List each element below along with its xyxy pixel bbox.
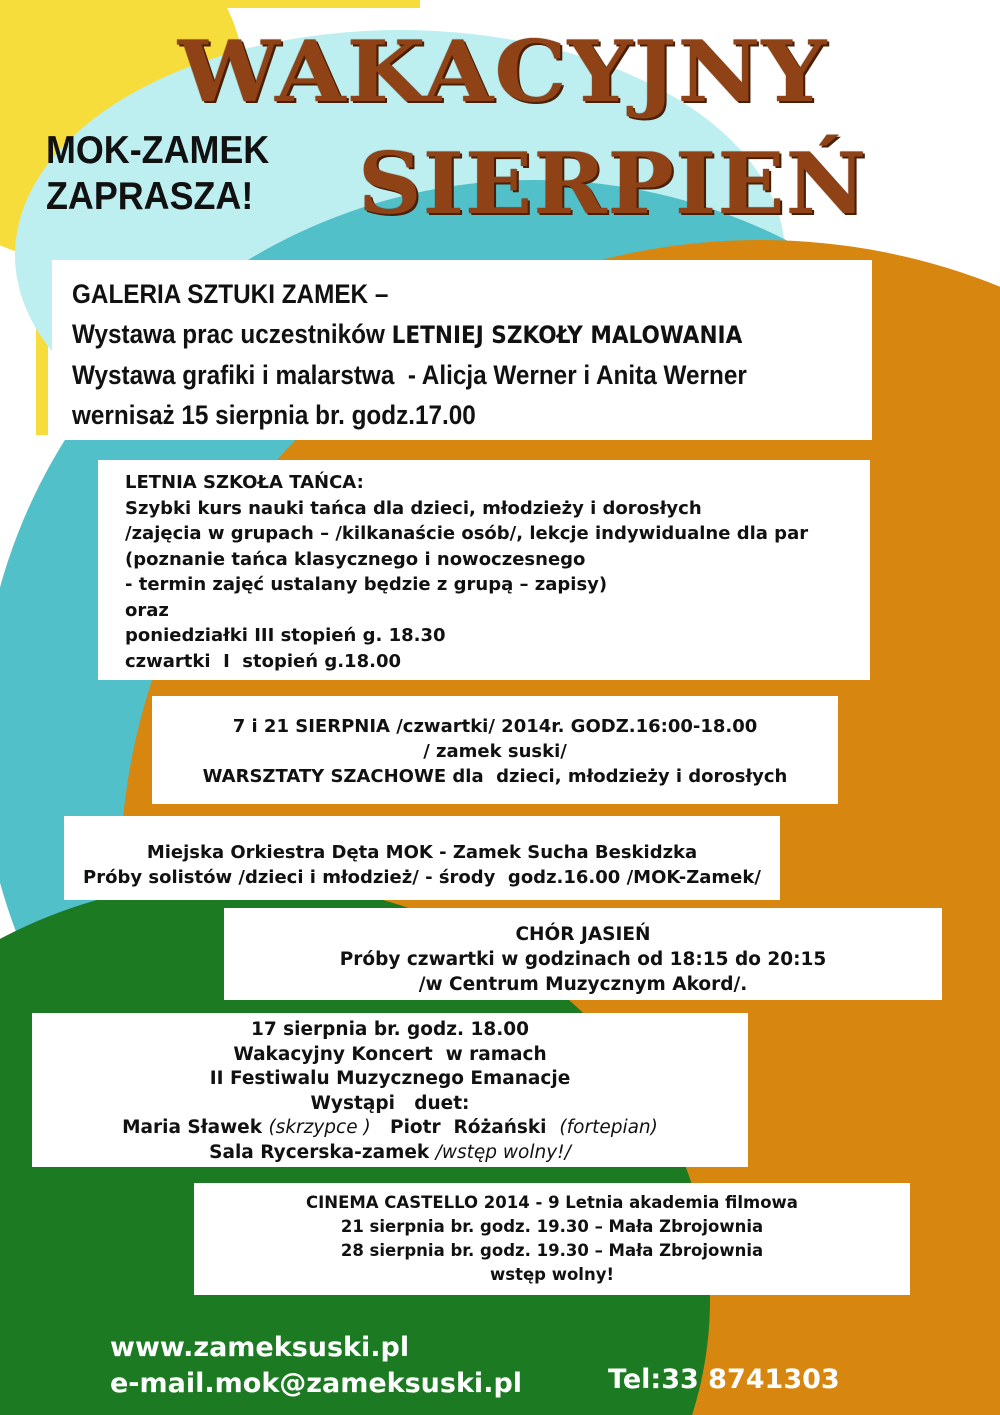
orchestra-line: Miejska Orkiestra Dęta MOK - Zamek Sucha Beskidzka xyxy=(146,842,698,863)
gallery-line1: GALERIA SZTUKI ZAMEK – xyxy=(72,279,389,309)
choir-line: /w Centrum Muzycznym Akord/. xyxy=(418,974,748,995)
chess-workshop-box xyxy=(152,696,838,804)
choir-line: Próby czwartki w godzinach od 18:15 do 20:15 xyxy=(339,949,827,970)
choir-box xyxy=(224,908,942,1000)
dance-line: /zajęcia w grupach – /kilkanaście osób/, lekcje indywidualne dla par xyxy=(125,523,809,544)
dance-line: Szybki kurs nauki tańca dla dzieci, młodzieży i dorosłych xyxy=(125,497,702,519)
email-link[interactable]: e-mail.mok@zameksuski.pl xyxy=(110,1368,523,1399)
cinema-line: 21 sierpnia br. godz. 19.30 – Mała Zbrojownia xyxy=(340,1217,764,1236)
yellow-frame-top xyxy=(170,0,420,8)
tagline-line2: ZAPRASZA! xyxy=(46,175,254,218)
instrument-piano: (fortepian) xyxy=(559,1117,658,1138)
choir-line: CHÓR JASIEŃ xyxy=(515,924,651,945)
dance-line: (poznanie tańca klasycznego i nowoczesnego xyxy=(125,548,586,570)
performer-violin: Maria Sławek xyxy=(122,1117,263,1138)
performer-piano: Piotr Różański xyxy=(390,1117,547,1138)
cinema-box xyxy=(194,1183,910,1295)
gallery-line2-text: Wystawa prac uczestników xyxy=(72,319,392,349)
gallery-line4: wernisaż 15 sierpnia br. godz.17.00 xyxy=(72,400,476,430)
orchestra-line: Próby solistów /dzieci i młodzież/ - środy godz.16.00 /MOK-Zamek/ xyxy=(83,867,761,888)
chess-line: WARSZTATY SZACHOWE dla dzieci, młodzieży i dorosłych xyxy=(202,766,788,787)
cinema-line: 28 sierpnia br. godz. 19.30 – Mała Zbrojownia xyxy=(340,1241,764,1260)
orchestra-box xyxy=(64,816,780,900)
concert-line4: Wystąpi duet: xyxy=(310,1092,470,1114)
gallery-line2-strong: LETNIEJ SZKOŁY MALOWANIA xyxy=(391,321,743,349)
concert-line2: Wakacyjny Koncert w ramach xyxy=(233,1043,547,1065)
website-link[interactable]: www.zameksuski.pl xyxy=(110,1332,410,1363)
chess-line: 7 i 21 SIERPNIA /czwartki/ 2014r. GODZ.16:00-18.00 xyxy=(232,716,758,737)
chess-line: / zamek suski/ xyxy=(423,741,567,762)
title-line2: SIERPIEŃ xyxy=(358,134,868,233)
dance-school-box xyxy=(98,460,870,680)
venue-name: Sala Rycerska-zamek xyxy=(209,1141,430,1163)
phone-number: Tel:33 8741303 xyxy=(608,1364,840,1395)
venue-entry: /wstęp wolny!/ xyxy=(435,1141,571,1163)
cinema-line: wstęp wolny! xyxy=(490,1265,614,1284)
dance-line: poniedziałki III stopień g. 18.30 xyxy=(125,625,446,646)
dance-line: LETNIA SZKOŁA TAŃCA: xyxy=(125,472,364,493)
dance-line: - termin zajęć ustalany będzie z grupą – zapisy) xyxy=(125,574,608,595)
tagline xyxy=(46,128,269,220)
title-line1: WAKACYJNY xyxy=(178,22,828,121)
dance-line: oraz xyxy=(125,599,169,621)
cinema-line: CINEMA CASTELLO 2014 - 9 Letnia akademia filmowa xyxy=(306,1193,798,1212)
concert-performers xyxy=(32,1116,748,1141)
instrument-violin: (skrzypce ) xyxy=(268,1117,371,1138)
dance-line: czwartki I stopień g.18.00 xyxy=(125,650,401,672)
tagline-line1: MOK-ZAMEK xyxy=(46,129,270,172)
concert-venue xyxy=(32,1141,748,1166)
concert-line3: II Festiwalu Muzycznego Emanacje xyxy=(209,1068,571,1089)
concert-box xyxy=(32,1013,748,1167)
gallery-line2 xyxy=(72,314,792,355)
concert-line1: 17 sierpnia br. godz. 18.00 xyxy=(250,1019,530,1040)
gallery-box xyxy=(52,260,872,440)
gallery-line3: Wystawa grafiki i malarstwa - Alicja Werner i Anita Werner xyxy=(72,360,747,390)
